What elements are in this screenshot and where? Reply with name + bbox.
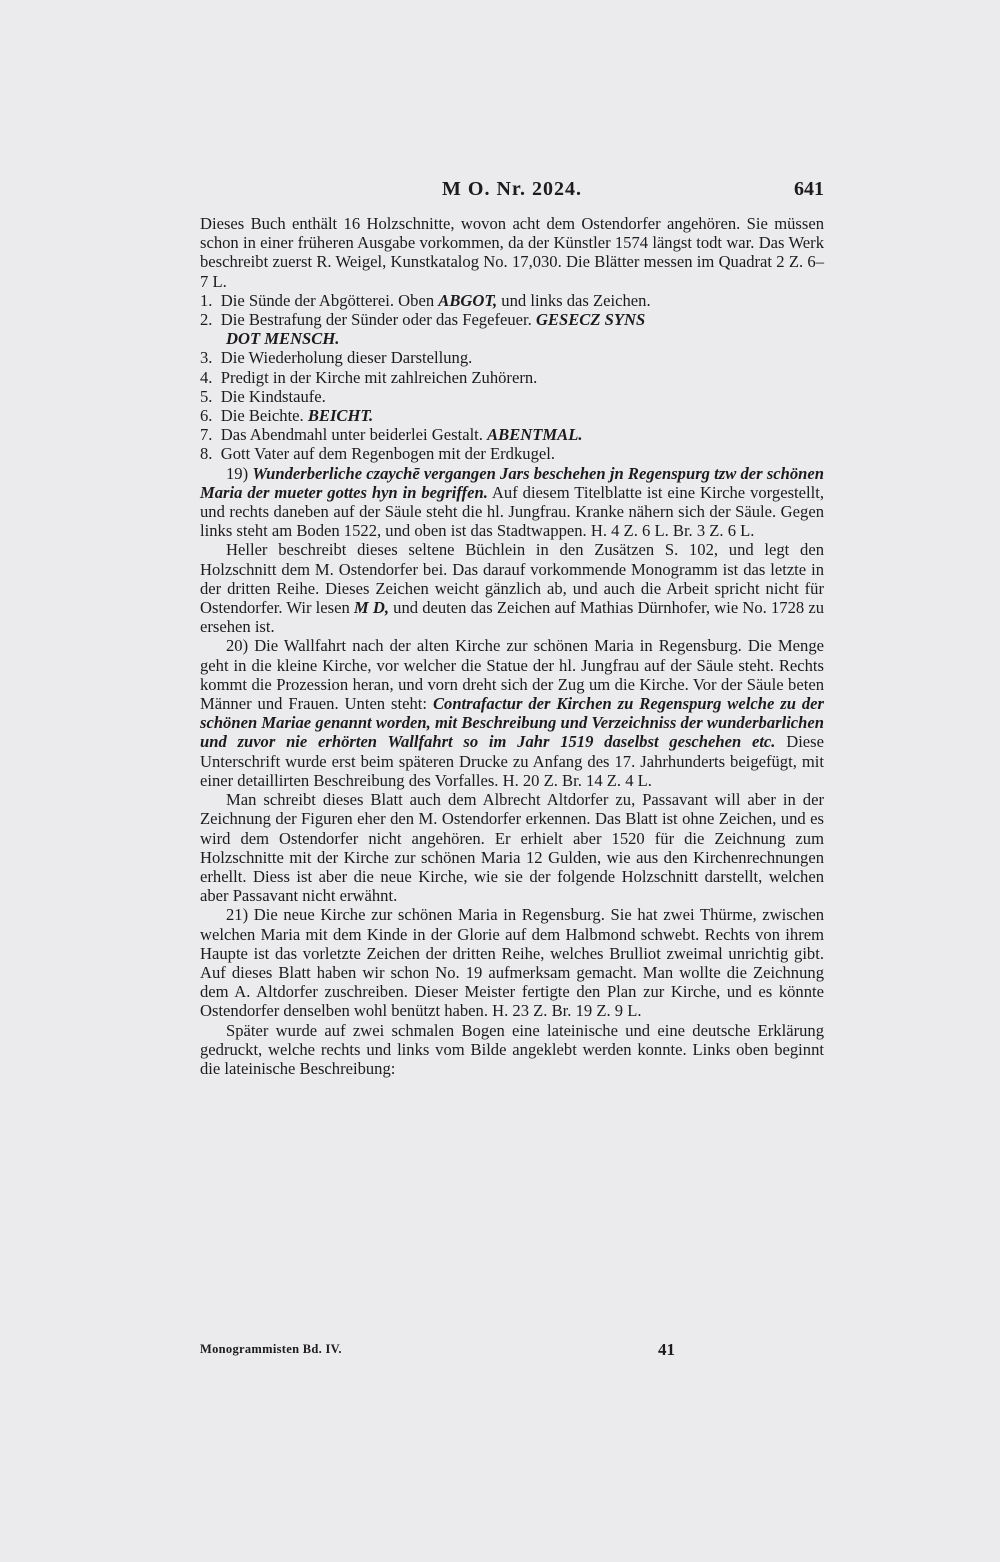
page-body: [200, 214, 824, 1078]
entry-number: 20): [226, 636, 249, 656]
item-inscription: ABGOT,: [438, 290, 498, 310]
monogram-inscription: M D,: [353, 598, 389, 618]
entry-text: Die Wallfahrt nach der alten Kirche zur schönen Maria in Regensburg. Die Menge geht in die kleine Kirche, vor welcher die Statue der hl. Jungfrau auf der Säule steht. Rechts kommt die Prozession heran, und vorn dreht sich der Zug um die Kirche. Vor der Säule beten Männer und Frauen. Unten steht:: [200, 636, 824, 714]
list-item: [200, 406, 824, 425]
paragraph-text: Heller beschreibt dieses seltene Büchlein in den Zusätzen S. 102, und legt den Holzschnitt dem M. Ostendorfer bei. Das darauf vorkommende Monogramm ist das letzte in der dritten Reihe. Dieses Zeichen weicht gänzlich ab, und auch die Arbeit spricht nicht für Ostendorfer. Wir lesen: [200, 540, 824, 618]
item-number: 1.: [200, 290, 213, 310]
intro-paragraph: Dieses Buch enthält 16 Holzschnitte, wovon acht dem Ostendorfer angehören. Sie müssen schon in einer früheren Ausgabe vorkommen, da der Künstler 1574 längst todt war. Das Werk beschreibt zuerst R. Weigel, Kunstkatalog No. 17,030. Die Blätter messen im Quadrat 2 Z. 6–7 L.: [200, 214, 824, 291]
list-item: [200, 348, 824, 367]
list-item: [200, 425, 824, 444]
altdorfer-paragraph: Man schreibt dieses Blatt auch dem Albrecht Altdorfer zu, Passavant will aber in der Zeichnung der Figuren eher den M. Ostendorfer erkennen. Das Blatt ist ohne Zeichen, und es wird dem Ostendorfer nicht angehören. Er erhielt aber 1520 für die Zeichnung zum Holzschnitte mit der Kirche zur schönen Maria 12 Gulden, wie aus den Kirchenrechnungen erhellt. Diess ist aber die neue Kirche, wie sie der folgende Holzschnitt darstellt, welchen aber Passavant nicht erwähnt.: [200, 790, 824, 906]
list-item: [200, 368, 824, 387]
page-header: [200, 178, 824, 206]
entry-text-tail: Diese Unterschrift wurde erst beim späteren Drucke zu Anfang des 17. Jahrhunderts beigefügt, mit einer detaillirten Beschreibung des Vorfalles. H. 20 Z. Br. 14 Z. 4 L.: [200, 732, 824, 790]
item-inscription: ABENTMAL.: [487, 425, 583, 445]
item-inscription-cont: DOT MENSCH.: [226, 329, 340, 349]
list-item-continuation: [200, 329, 824, 348]
item-text: Predigt in der Kirche mit zahlreichen Zuhörern.: [220, 367, 538, 387]
entry-21: 21) Die neue Kirche zur schönen Maria in Regensburg. Sie hat zwei Thürme, zwischen welchen Maria mit dem Kinde in der Glorie auf dem Halbmond schwebt. Rechts von ihrem Haupte ist das vorletzte Zeichen der dritten Reihe, welches Brulliot zweimal unrichtig gibt. Auf dieses Blatt haben wir schon No. 19 aufmerksam gemacht. Man wollte die Zeichnung dem A. Altdorfer zuschreiben. Dieser Meister fertigte den Plan zur Kirche, und es könnte Ostendorfer denselben wohl benützt haben. H. 23 Z. Br. 19 Z. 9 L.: [200, 905, 824, 1021]
entry-inscription: Contrafactur der Kirchen zu Regenspurg welche zu der schönen Mariae genannt worden, mit Beschreibung und Verzeichniss der wunderbarlichen und zuvor nie erhörten Wallfahrt so im Jahr 1519 daselbst geschehen etc.: [200, 694, 825, 752]
list-item: [200, 310, 824, 329]
item-number: 8.: [200, 444, 213, 464]
item-text: Gott Vater auf dem Regenbogen mit der Erdkugel.: [220, 444, 555, 464]
item-text: Die Sünde der Abgötterei. Oben: [220, 290, 439, 310]
item-number: 5.: [200, 386, 213, 406]
item-number: 2.: [200, 310, 213, 330]
page-footer: [200, 1340, 824, 1362]
entry-text: Auf diesem Titelblatte ist eine Kirche vorgestellt, und rechts daneben auf der Säule steht die hl. Jungfrau. Kranke nähern sich der Säule. Gegen links steht am Boden 1522, und oben ist das Stadtwappen. H. 4 Z. 6 L. Br. 3 Z. 6 L.: [200, 482, 824, 541]
heller-paragraph: [200, 540, 824, 636]
list-item: [200, 291, 824, 310]
paragraph-text: und deuten das Zeichen auf Mathias Dürnhofer, wie No. 1728 zu ersehen ist.: [200, 598, 824, 637]
item-text: Die Beichte.: [220, 406, 308, 426]
item-text: Die Bestrafung der Sünder oder das Fegefeuer.: [220, 310, 536, 330]
entry-19: [200, 464, 824, 541]
entry-number: 19): [226, 463, 249, 483]
item-number: 4.: [200, 367, 213, 387]
sheet-number: 41: [658, 1340, 675, 1359]
item-inscription: BEICHT.: [307, 406, 374, 426]
item-text: Das Abendmahl unter beiderlei Gestalt.: [220, 425, 488, 445]
running-head: M O. Nr. 2024.: [442, 178, 582, 200]
item-inscription: GESECZ SYNS: [535, 310, 646, 330]
item-number: 7.: [200, 425, 213, 445]
list-item: [200, 444, 824, 463]
item-number: 6.: [200, 406, 213, 426]
signature-mark: Monogrammisten Bd. IV.: [200, 1342, 342, 1356]
item-text: Die Wiederholung dieser Darstellung.: [220, 348, 473, 368]
item-text: Die Kindstaufe.: [220, 386, 326, 406]
list-item: [200, 387, 824, 406]
entry-20: [200, 636, 824, 790]
entry-title: Wunderberliche czaychē vergangen Jars beschehen jn Regenspurg tzw der schönen Maria der mueter gottes hyn in begriffen.: [200, 463, 824, 502]
page-number: 641: [794, 178, 824, 200]
spaeter-paragraph: Später wurde auf zwei schmalen Bogen eine lateinische und eine deutsche Erklärung gedruckt, welche rechts und links vom Bilde angeklebt werden konnte. Links oben beginnt die lateinische Beschreibung:: [200, 1020, 824, 1078]
item-text-tail: und links das Zeichen.: [497, 290, 651, 310]
item-number: 3.: [200, 348, 213, 368]
